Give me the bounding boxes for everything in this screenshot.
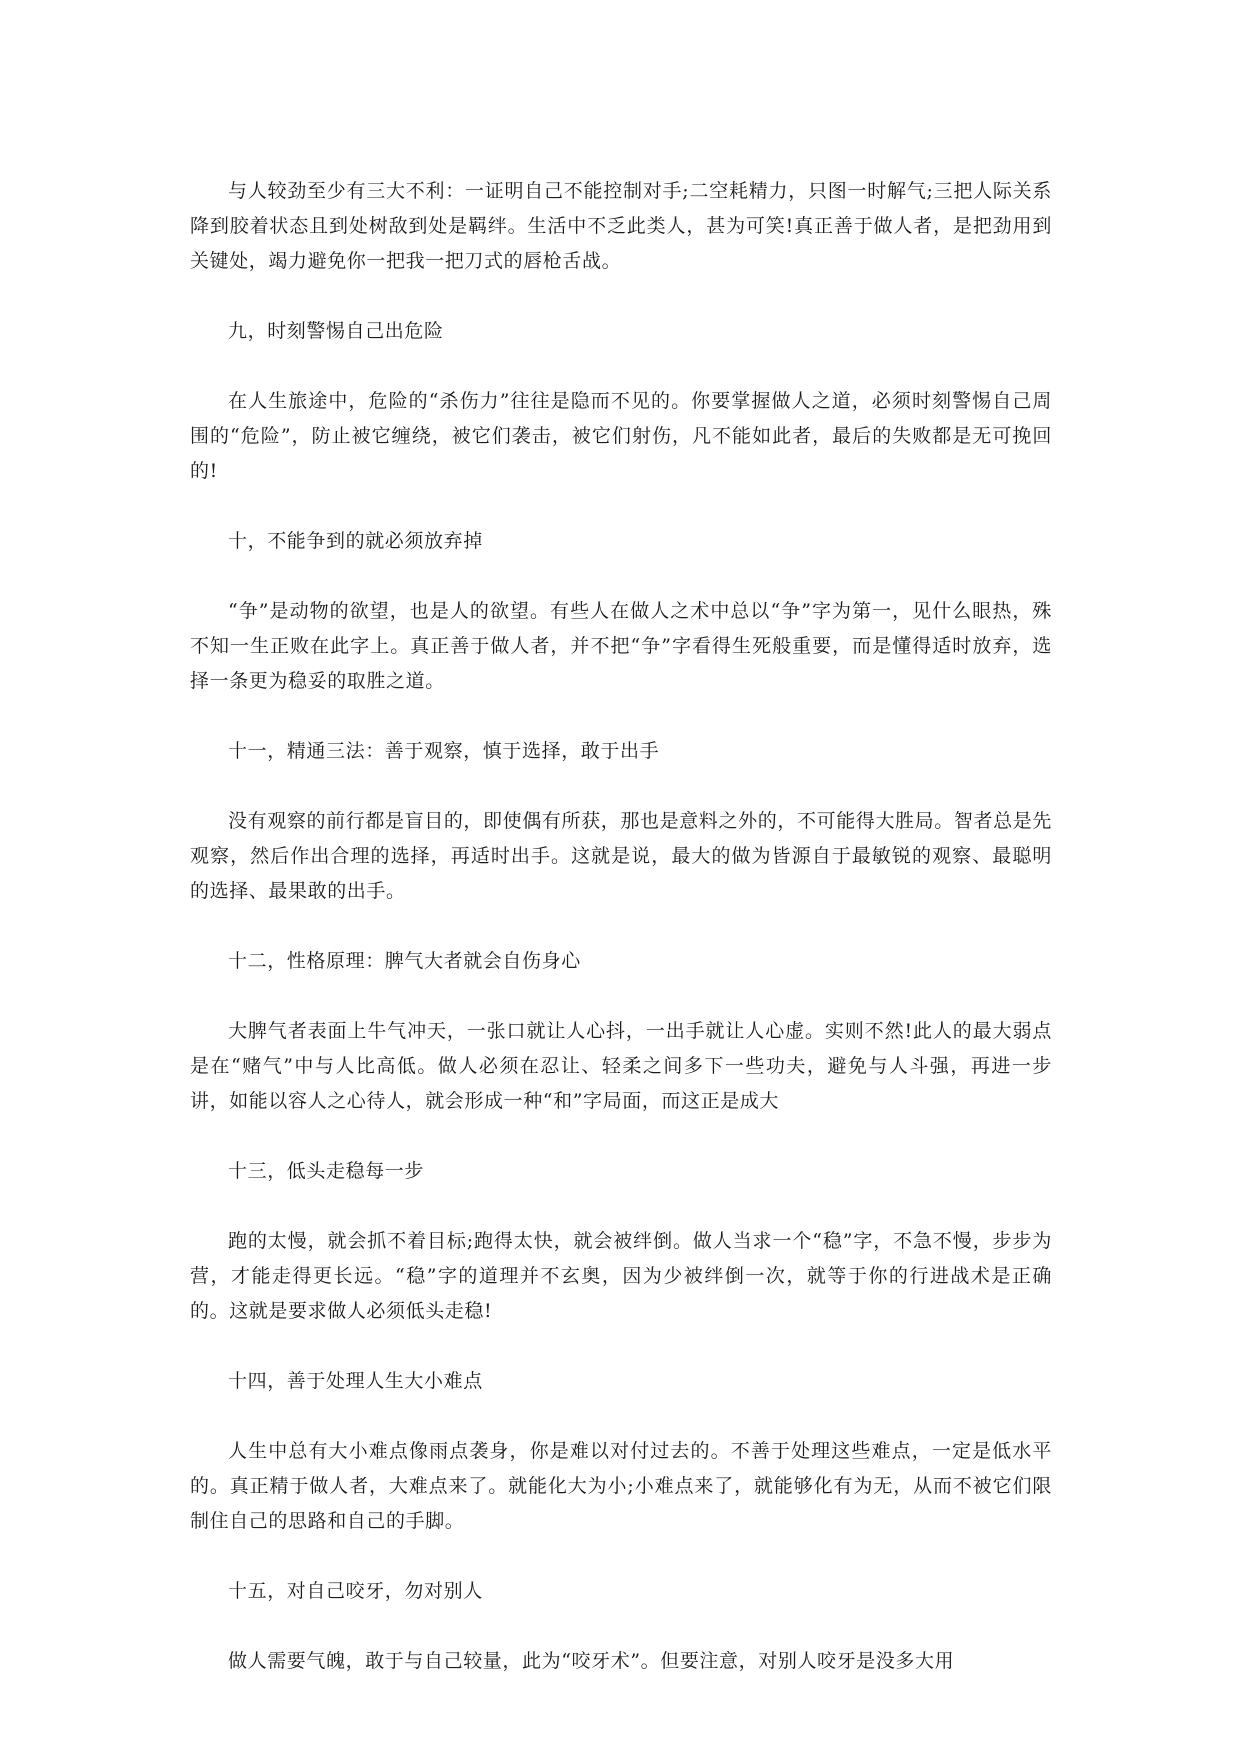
heading-9-beware-danger: 九，时刻警惕自己出危险 xyxy=(228,320,444,342)
heading-10-give-up: 十，不能争到的就必须放弃掉 xyxy=(228,530,483,552)
paragraph-temper: 大脾气者表面上牛气冲天，一张口就让人心抖，一出手就让人心虚。实则不然!此人的最大弱点是在“赌气”中与人比高低。做人必须在忍让、轻柔之间多下一些功夫，避免与人斗强，再进一步讲，如能以容人之心待人，就会形成一种“和”字局面，而这正是成大 xyxy=(190,1020,1052,1112)
paragraph-grit: 做人需要气魄，敢于与自己较量，此为“咬牙术”。但要注意，对别人咬牙是没多大用 xyxy=(228,1650,955,1672)
paragraph-steady: 跑的太慢，就会抓不着目标;跑得太快，就会被绊倒。做人当求一个“稳”字，不急不慢，步步为营，才能走得更长远。“稳”字的道理并不玄奥，因为少被绊倒一次，就等于你的行进战术是正确的。这就是要求做人必须低头走稳! xyxy=(190,1230,1052,1322)
paragraph-difficulties: 人生中总有大小难点像雨点袭身，你是难以对付过去的。不善于处理这些难点，一定是低水平的。真正精于做人者，大难点来了。就能化大为小;小难点来了，就能够化有为无，从而不被它们限制住自己的思路和自己的手脚。 xyxy=(190,1440,1052,1532)
heading-11-three-methods: 十一，精通三法：善于观察，慎于选择，敢于出手 xyxy=(228,740,660,762)
paragraph-contention: “争”是动物的欲望，也是人的欲望。有些人在做人之术中总以“争”字为第一，见什么眼热，殊不知一生正败在此字上。真正善于做人者，并不把“争”字看得生死般重要，而是懂得适时放弃，选择一条更为稳妥的取胜之道。 xyxy=(190,600,1052,692)
heading-13-steady-steps: 十三，低头走稳每一步 xyxy=(228,1160,425,1182)
paragraph-observation: 没有观察的前行都是盲目的，即使偶有所获，那也是意料之外的，不可能得大胜局。智者总是先观察，然后作出合理的选择，再适时出手。这就是说，最大的做为皆源自于最敏锐的观察、最聪明的选择、最果敢的出手。 xyxy=(190,810,1052,902)
document-page xyxy=(190,174,1052,1714)
heading-15-grit-teeth: 十五，对自己咬牙，勿对别人 xyxy=(228,1580,483,1602)
paragraph-avoid-contention: 与人较劲至少有三大不利：一证明自己不能控制对手;二空耗精力，只图一时解气;三把人际关系降到胶着状态且到处树敌到处是羁绊。生活中不乏此类人，甚为可笑!真正善于做人者，是把劲用到关键处，竭力避免你一把我一把刀式的唇枪舌战。 xyxy=(190,180,1052,272)
paragraph-danger: 在人生旅途中，危险的“杀伤力”往往是隐而不见的。你要掌握做人之道，必须时刻警惕自己周围的“危险”，防止被它缠绕，被它们袭击，被它们射伤，凡不能如此者，最后的失败都是无可挽回的! xyxy=(190,390,1052,482)
heading-12-temper: 十二，性格原理：脾气大者就会自伤身心 xyxy=(228,950,581,972)
heading-14-difficulties: 十四，善于处理人生大小难点 xyxy=(228,1370,483,1392)
